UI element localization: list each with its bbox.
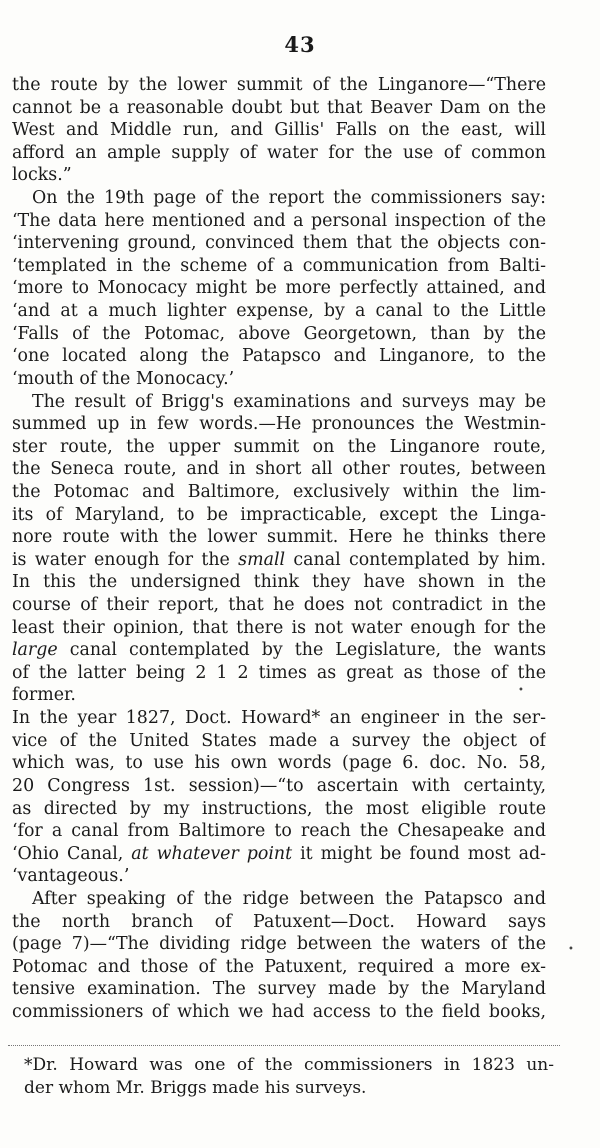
footnote bbox=[24, 1054, 554, 1099]
body-text-line: ‘for a canal from Baltimore to reach the Chesapeake and bbox=[12, 821, 546, 842]
body-text bbox=[12, 74, 546, 1024]
body-text-line: course of their report, that he does not contradict in the bbox=[12, 595, 546, 616]
stray-mark: • bbox=[568, 944, 574, 955]
footnote-line: der whom Mr. Briggs made his surveys. bbox=[24, 1077, 367, 1098]
body-text-line: the Potomac and Baltimore, exclusively within the lim- bbox=[12, 481, 546, 502]
body-text-line: ‘more to Monocacy might be more perfectly attained, and bbox=[12, 278, 546, 299]
body-text-line: In this the undersigned think they have shown in the bbox=[12, 572, 546, 593]
body-text-line: large canal contemplated by the Legislature, the wants bbox=[12, 640, 546, 661]
body-text-line: West and Middle run, and Gillis' Falls on the east, will bbox=[12, 120, 546, 141]
body-text-line: vice of the United States made a survey the object of bbox=[12, 730, 546, 751]
body-text-line: locks.” bbox=[12, 165, 72, 186]
body-text-line: commissioners of which we had access to the field books, bbox=[12, 1001, 546, 1022]
body-text-line: ‘templated in the scheme of a communication from Balti- bbox=[12, 255, 546, 276]
footnote-divider bbox=[8, 1045, 560, 1046]
body-text-line: ‘Falls of the Potomac, above Georgetown, than by the bbox=[12, 323, 546, 344]
body-text-line: On the 19th page of the report the commissioners say: bbox=[32, 188, 546, 209]
body-text-line: is water enough for the small canal contemplated by him. bbox=[12, 549, 546, 570]
body-text-line: as directed by my instructions, the most eligible route bbox=[12, 798, 546, 819]
footnote-line: *Dr. Howard was one of the commissioners in 1823 un- bbox=[24, 1055, 554, 1075]
body-text-line: its of Maryland, to be impracticable, except the Linga- bbox=[12, 504, 546, 525]
body-text-line: ‘one located along the Patapsco and Linganore, to the bbox=[12, 346, 546, 367]
body-text-line: the route by the lower summit of the Linganore—“There bbox=[12, 75, 546, 95]
body-text-line: which was, to use his own words (page 6. doc. No. 58, bbox=[12, 753, 546, 774]
body-text-line: of the latter being 2 1 2 times as great as those of the bbox=[12, 662, 546, 683]
body-text-line: ‘and at a much lighter expense, by a canal to the Little bbox=[12, 301, 546, 322]
body-text-line: cannot be a reasonable doubt but that Beaver Dam on the bbox=[12, 97, 546, 118]
body-text-line: least their opinion, that there is not water enough for the bbox=[12, 617, 546, 638]
body-text-line: 20 Congress 1st. session)—“to ascertain with certainty, bbox=[12, 775, 546, 796]
body-text-line: nore route with the lower summit. Here he thinks there bbox=[12, 527, 546, 548]
stray-mark: • bbox=[518, 685, 524, 696]
body-text-line: afford an ample supply of water for the use of common bbox=[12, 142, 546, 163]
body-text-line: ster route, the upper summit on the Linganore route, bbox=[12, 436, 546, 457]
body-text-line: Potomac and those of the Patuxent, required a more ex- bbox=[12, 956, 546, 977]
page-number: 43 bbox=[284, 32, 316, 57]
body-text-line: The result of Brigg's examinations and surveys may be bbox=[32, 391, 546, 412]
body-text-line: summed up in few words.—He pronounces the Westmin- bbox=[12, 414, 546, 435]
body-text-line: the Seneca route, and in short all other routes, between bbox=[12, 459, 546, 480]
body-text-line: ‘intervening ground, convinced them that the objects con- bbox=[12, 233, 546, 254]
body-text-line: ‘Ohio Canal, at whatever point it might be found most ad- bbox=[12, 843, 546, 864]
body-text-line: After speaking of the ridge between the Patapsco and bbox=[32, 888, 546, 909]
body-text-line: tensive examination. The survey made by the Maryland bbox=[12, 979, 546, 1000]
body-text-line: the north branch of Patuxent—Doct. Howard says bbox=[12, 911, 546, 932]
body-text-line: (page 7)—“The dividing ridge between the waters of the bbox=[12, 934, 546, 955]
body-text-line: former. bbox=[12, 685, 76, 706]
body-text-line: ‘vantageous.’ bbox=[12, 866, 130, 887]
body-text-line: ‘mouth of the Monocacy.’ bbox=[12, 368, 235, 389]
body-text-line: In the year 1827, Doct. Howard* an engineer in the ser- bbox=[12, 708, 546, 729]
body-text-line: ‘The data here mentioned and a personal inspection of the bbox=[12, 210, 546, 231]
